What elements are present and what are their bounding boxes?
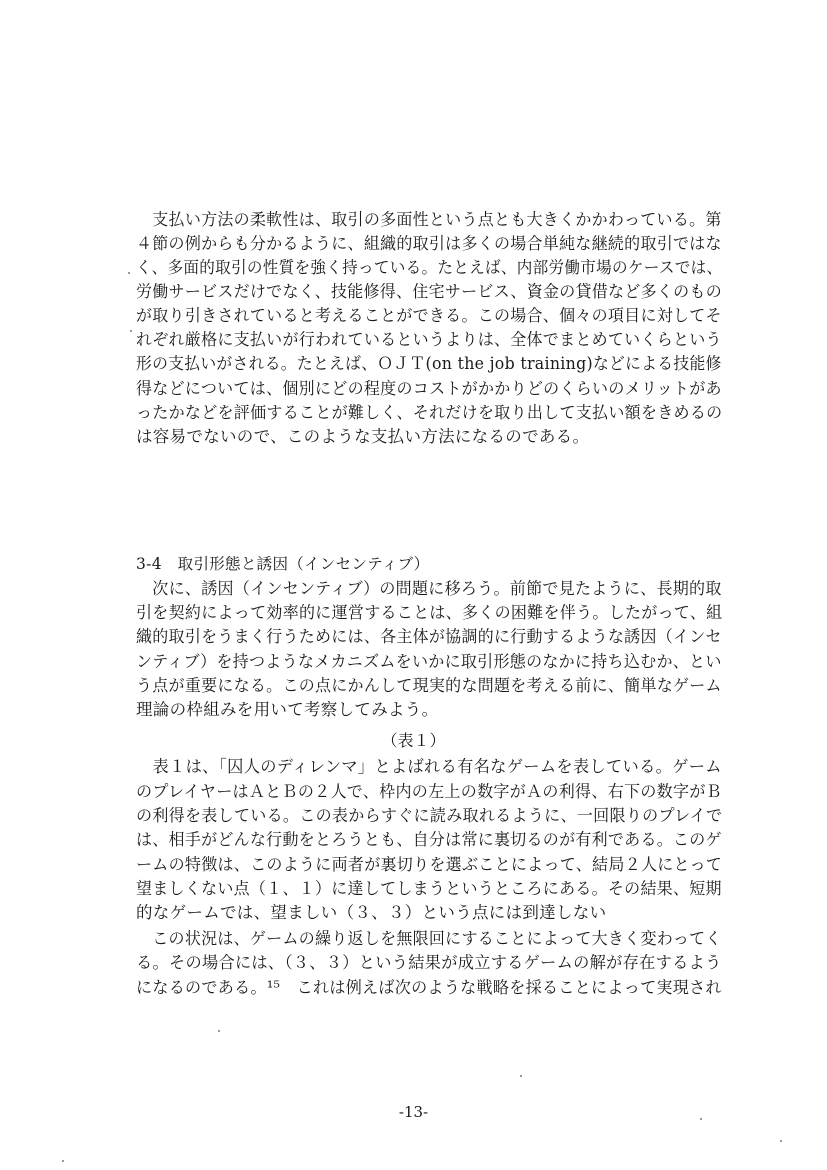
page-number: -13- — [398, 1103, 429, 1121]
text-line: になるのである。¹⁵ これは例えば次のような戦略を採ることによって実現され — [136, 978, 722, 997]
scan-speck — [62, 1160, 64, 1162]
scan-speck — [130, 330, 132, 332]
text-line: る。その場合には、（３、３）という結果が成立するゲームの解が存在するよう — [136, 953, 722, 972]
scan-speck — [218, 1030, 220, 1032]
text-line: の利得を表している。この表からすぐに読み取れるように、一回限りのプレイで — [136, 806, 723, 825]
text-line: 次に、誘因（インセンティブ）の問題に移ろう。前節で見たように、長期的取 — [136, 579, 722, 598]
scan-speck — [128, 272, 130, 274]
text-line: れぞれ厳格に支払いが行われているというよりは、全体でまとめていくらという — [136, 330, 722, 349]
section-heading: 3-4 取引形態と誘因（インセンティブ） — [136, 555, 430, 573]
text-line: う点が重要になる。この点にかんして現実的な問題を考える前に、簡単なゲーム — [136, 676, 722, 695]
text-line: 望ましくない点（１、１）に達してしまうというところにある。その結果、短期 — [136, 879, 722, 898]
text-line: は容易でないので、このような支払い方法になるのである。 — [136, 427, 590, 446]
text-line: が取り引きされていると考えることができる。この場合、個々の項目に対してそ — [136, 306, 722, 325]
text-line: 支払い方法の柔軟性は、取引の多面性という点とも大きくかかわっている。第 — [136, 210, 722, 229]
text-line: ４節の例からも分かるように、組織的取引は多くの場合単純な継続的取引ではな — [136, 234, 722, 253]
text-line: く、多面的取引の性質を強く持っている。たとえば、内部労働市場のケースでは、 — [136, 258, 723, 277]
scan-speck — [520, 1075, 522, 1077]
text-line: ンティブ）を持つようなメカニズムをいかに取引形態のなかに持ち込むか、とい — [136, 652, 722, 671]
scan-speck — [700, 1118, 702, 1120]
text-line: 引を契約によって効率的に運営することは、多くの困難を伴う。したがって、組 — [136, 603, 723, 622]
table-caption: （表１） — [381, 731, 446, 750]
text-line: ったかなどを評価することが難しく、それだけを取り出して支払い額をきめるの — [136, 403, 723, 422]
text-line: この状況は、ゲームの繰り返しを無限回にすることによって大きく変わってく — [136, 929, 722, 948]
text-line: ームの特徴は、このように両者が裏切りを選ぶことによって、結局２人にとって — [136, 855, 723, 874]
text-line: は、相手がどんな行動をとろうとも、自分は常に裏切るのが有利である。このゲ — [136, 830, 722, 849]
text-line: 得などについては、個別にどの程度のコストがかかりどのくらいのメリットがあ — [136, 379, 722, 398]
text-line: 形の支払いがされる。たとえば、ＯＪＴ(on the job training)などによる技能修 — [136, 354, 722, 373]
text-line: 織的取引をうまく行うためには、各主体が協調的に行動するような誘因（インセ — [136, 627, 722, 646]
text-line: 表１は、「囚人のディレンマ」とよばれる有名なゲームを表している。ゲーム — [136, 757, 722, 776]
scan-speck — [780, 1140, 782, 1142]
text-line: 的なゲームでは、望ましい（３、３）という点には到達しない — [136, 903, 607, 922]
text-line: 労働サービスだけでなく、技能修得、住宅サービス、資金の貸借など多くのもの — [136, 282, 722, 301]
text-line: 理論の枠組みを用いて考察してみよう。 — [136, 700, 439, 719]
text-line: のプレイヤーはＡとＢの２人で、枠内の左上の数字がＡの利得、右下の数字がＢ — [136, 782, 722, 801]
